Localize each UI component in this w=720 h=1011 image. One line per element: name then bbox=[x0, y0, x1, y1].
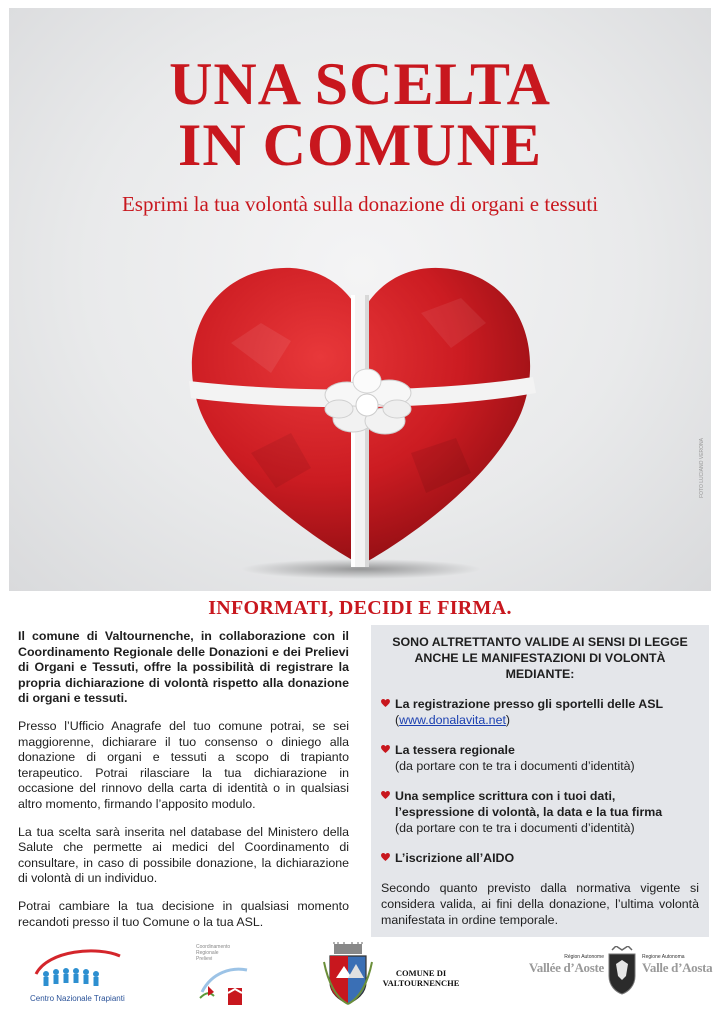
item-tessera-title: La tessera regionale bbox=[395, 743, 515, 757]
item-scrittura-sub: (da portare con te tra i documenti d’identità) bbox=[395, 821, 635, 835]
photo-credit: FOTO LUCIANO VERONA bbox=[699, 438, 705, 498]
list-item-scrittura bbox=[381, 788, 699, 836]
region-big-fr: Vallée d’Aoste bbox=[528, 960, 604, 975]
region-big-it: Valle d’Aosta bbox=[642, 960, 713, 975]
title-line-1: UNA SCELTA bbox=[169, 51, 551, 117]
item-scrittura-title-1: Una semplice scrittura con i tuoi dati, bbox=[395, 789, 616, 803]
lead-paragraph: Il comune di Valtournenche, in collaborazione con il Coordinamento Regionale delle Donazioni e dei Prelievi di Organi e Tessuti, offre la possibilità di registrare la propria dichiarazione di volontà rispetto alla donazione di organi e tessuti. bbox=[18, 629, 349, 706]
region-shield-icon bbox=[606, 946, 638, 996]
coord-label-2: Regionale bbox=[196, 950, 219, 956]
item-asl-title: La registrazione presso gli sportelli delle ASL bbox=[395, 697, 664, 711]
heart-icon bbox=[171, 253, 551, 583]
list-item-asl: La registrazione presso gli sportelli delle ASL (www.donalavita.net) bbox=[381, 696, 699, 728]
title-line-2: IN COMUNE bbox=[178, 112, 542, 178]
coordinamento-logo bbox=[192, 944, 252, 1008]
heading-line-2: ANCHE LE MANIFESTAZIONI DI VOLONTÀ MEDIANTE: bbox=[414, 651, 666, 681]
hero-image bbox=[9, 8, 711, 591]
donalavita-link[interactable]: www.donalavita.net bbox=[399, 713, 506, 727]
heart-bullet-icon bbox=[381, 745, 390, 753]
coordinamento-emblem-icon bbox=[192, 962, 252, 1008]
heart-bullet-icon bbox=[381, 853, 390, 861]
comune-label-2: VALTOURNENCHE bbox=[382, 978, 460, 988]
alternatives-heading bbox=[381, 634, 699, 682]
paragraph-database: La tua scelta sarà inserita nel database del Ministero della Salute che permette ai medici del Coordinamento di consultare, in caso di possibile donazione, la dichiarazione di volontà di un individuo. bbox=[18, 824, 349, 886]
logo-strip bbox=[0, 940, 720, 1011]
list-item-aido bbox=[381, 850, 699, 866]
item-tessera-sub: (da portare con te tra i documenti d’identità) bbox=[395, 759, 635, 773]
poster-subtitle: Esprimi la tua volontà sulla donazione di organi e tessuti bbox=[121, 192, 599, 216]
heading-line-1: SONO ALTRETTANTO VALIDE AI SENSI DI LEGGE bbox=[392, 635, 688, 649]
heart-bullet-icon bbox=[381, 699, 390, 707]
region-label-it bbox=[642, 954, 718, 994]
comune-label-1: COMUNE DI bbox=[395, 968, 447, 978]
region-label-fr bbox=[528, 954, 604, 994]
paragraph-change-decision: Potrai cambiare la tua decisione in qualsiasi momento recandoti presso il tuo Comune o la tua ASL. bbox=[18, 898, 349, 929]
validity-note: Secondo quanto previsto dalla normativa vigente si considera valida, ai fini della donazione, l’ultima volontà manifestata in ordine temporale. bbox=[381, 881, 699, 927]
poster-title bbox=[9, 51, 711, 178]
coord-label-1: Coordinamento bbox=[196, 944, 231, 950]
region-shield bbox=[606, 946, 638, 996]
valtournenche-crest bbox=[322, 942, 374, 1008]
item-scrittura-title-2: l’espressione di volontà, la data e la tua firma bbox=[395, 805, 663, 819]
coord-label-3: Prelievi bbox=[196, 956, 213, 962]
tagline: INFORMATI, DECIDI E FIRMA. bbox=[208, 597, 512, 619]
cnt-people-icon bbox=[28, 944, 128, 994]
region-small-it: Regione Autonoma bbox=[642, 954, 685, 960]
alternatives-box bbox=[371, 625, 709, 937]
comune-label bbox=[381, 968, 461, 988]
heart-bullet-icon bbox=[381, 791, 390, 799]
list-item-tessera bbox=[381, 742, 699, 774]
paragraph-ufficio-anagrafe: Presso l’Ufficio Anagrafe del tuo comune potrai, se sei maggiorenne, dichiarare il tuo consenso o diniego alla donazione di organi e tessuti a scopo di trapianto terapeutico. Potrai rilasciare la tua dichiarazione in occasione del rinnovo della carta di identità o in qualsiasi altro momento, firmando l’apposito modulo. bbox=[18, 718, 349, 811]
cnt-label: Centro Nazionale Trapianti bbox=[30, 994, 125, 1003]
item-aido-title: L’iscrizione all’AIDO bbox=[395, 851, 515, 865]
gift-heart-illustration bbox=[171, 253, 551, 583]
info-text-column bbox=[18, 629, 349, 942]
region-small-fr: Région Autonome bbox=[564, 954, 604, 960]
crest-icon bbox=[322, 942, 374, 1008]
